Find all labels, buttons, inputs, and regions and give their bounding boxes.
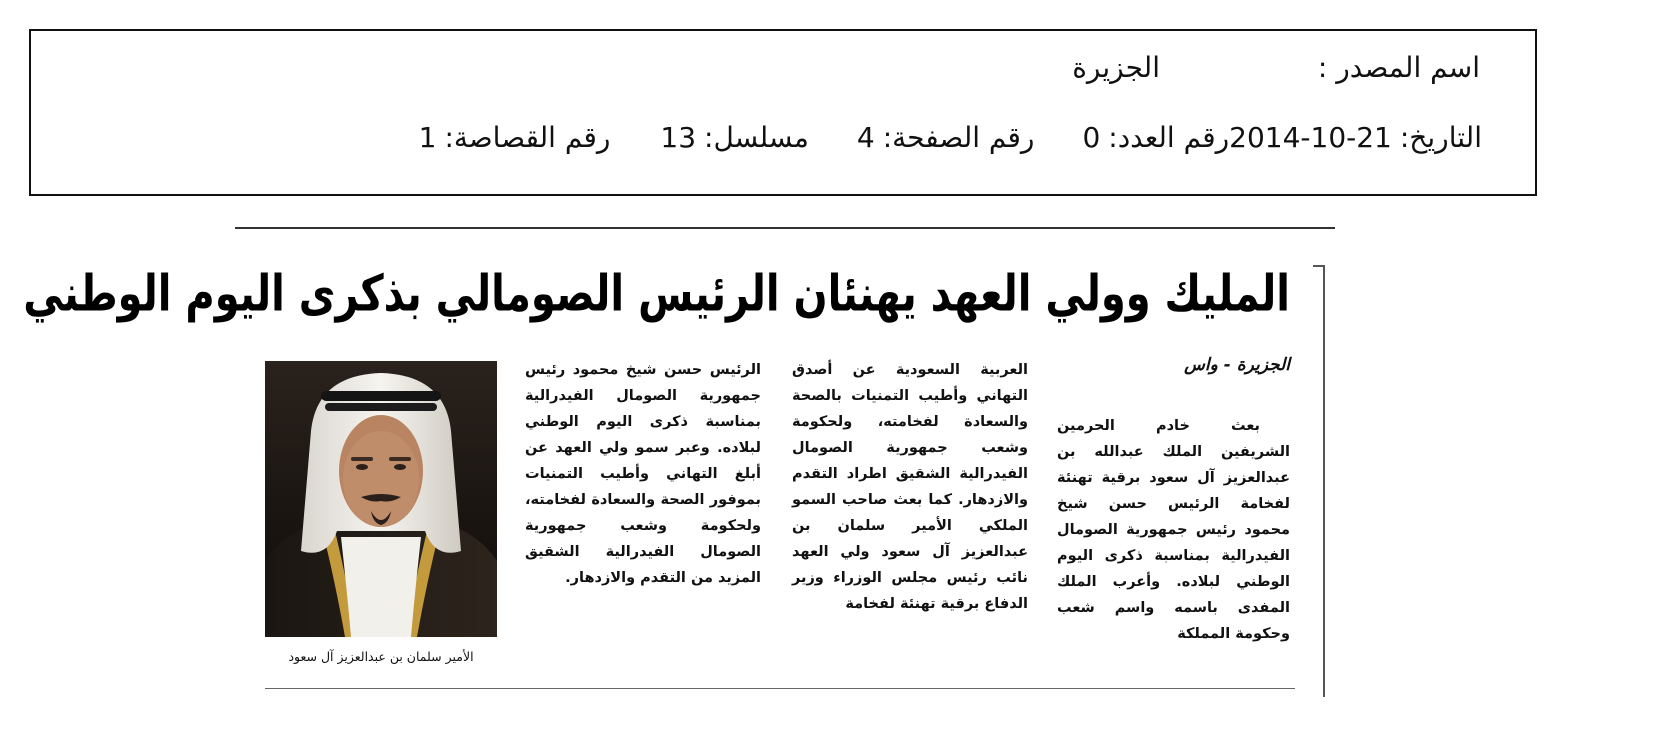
bottom-divider — [265, 688, 1295, 689]
date-field — [1229, 121, 1482, 154]
article-column-3: الرئيس حسن شيخ محمود رئيس جمهورية الصومال الفيدرالية بمناسبة ذكرى اليوم الوطني لبلاده. وعبر سمو ولي العهد عن أبلغ التهاني وأطيب التمنيات بموفور الصحة والسعادة لفخامته، ولحكومة وشعب جمهورية الصومال الفيدرالية الشقيق المزيد من التقدم والازدهار. — [525, 362, 761, 586]
source-value: الجزيرة — [1072, 51, 1160, 84]
side-divider-tick — [1313, 265, 1323, 267]
issue-field — [1082, 121, 1229, 154]
portrait-illustration — [265, 361, 497, 637]
issue-label: رقم العدد: — [1108, 121, 1230, 154]
clip-number-value: 1 — [418, 121, 437, 154]
article-column-2: العربية السعودية عن أصدق التهاني وأطيب التمنيات بالصحة والسعادة لفخامته، ولحكومة وشعب جمهورية الصومال الفيدرالية الشقيق اطراد التقدم والازدهار. كما بعث صاحب السمو الملكي الأمير سلمان بن عبدالعزيز آل سعود ولي العهد نائب رئيس مجلس الوزراء وزير الدفاع برقية تهنئة لفخامة — [792, 362, 1028, 612]
portrait-photo — [265, 361, 497, 637]
clipping-metadata-box — [29, 29, 1537, 196]
page-field — [857, 121, 1035, 154]
clip-number-label: رقم القصاصة: — [444, 121, 611, 154]
source-label: اسم المصدر : — [1317, 51, 1480, 84]
article-column-1: بعث خادم الحرمين الشريفين الملك عبدالله بن عبدالعزيز آل سعود برقية تهنئة لفخامة الرئيس حسن شيخ محمود رئيس جمهورية الصومال الفيدرالية بمناسبة ذكرى اليوم الوطني لبلاده. وأعرب الملك المفدى باسمه واسم شعب وحكومة المملكة — [1057, 418, 1290, 642]
date-label: التاريخ: — [1399, 121, 1482, 154]
date-value: 2014-10-21 — [1229, 121, 1392, 154]
serial-value: 13 — [660, 121, 697, 154]
page-label: رقم الصفحة: — [882, 121, 1035, 154]
side-divider — [1323, 265, 1325, 697]
photo-caption: الأمير سلمان بن عبدالعزيز آل سعود — [288, 649, 474, 664]
page-value: 4 — [856, 121, 875, 154]
clipping-info-row — [367, 121, 1482, 154]
newspaper-clipping — [23, 225, 1335, 700]
clip-number-field — [419, 121, 611, 154]
article-byline: الجزيرة - واس — [1184, 355, 1290, 375]
serial-label: مسلسل: — [704, 121, 809, 154]
article-headline: المليك وولي العهد يهنئان الرئيس الصومالي بذكرى اليوم الوطني — [23, 265, 1290, 323]
serial-field — [660, 121, 809, 154]
issue-value: 0 — [1082, 121, 1101, 154]
top-divider — [235, 227, 1335, 229]
